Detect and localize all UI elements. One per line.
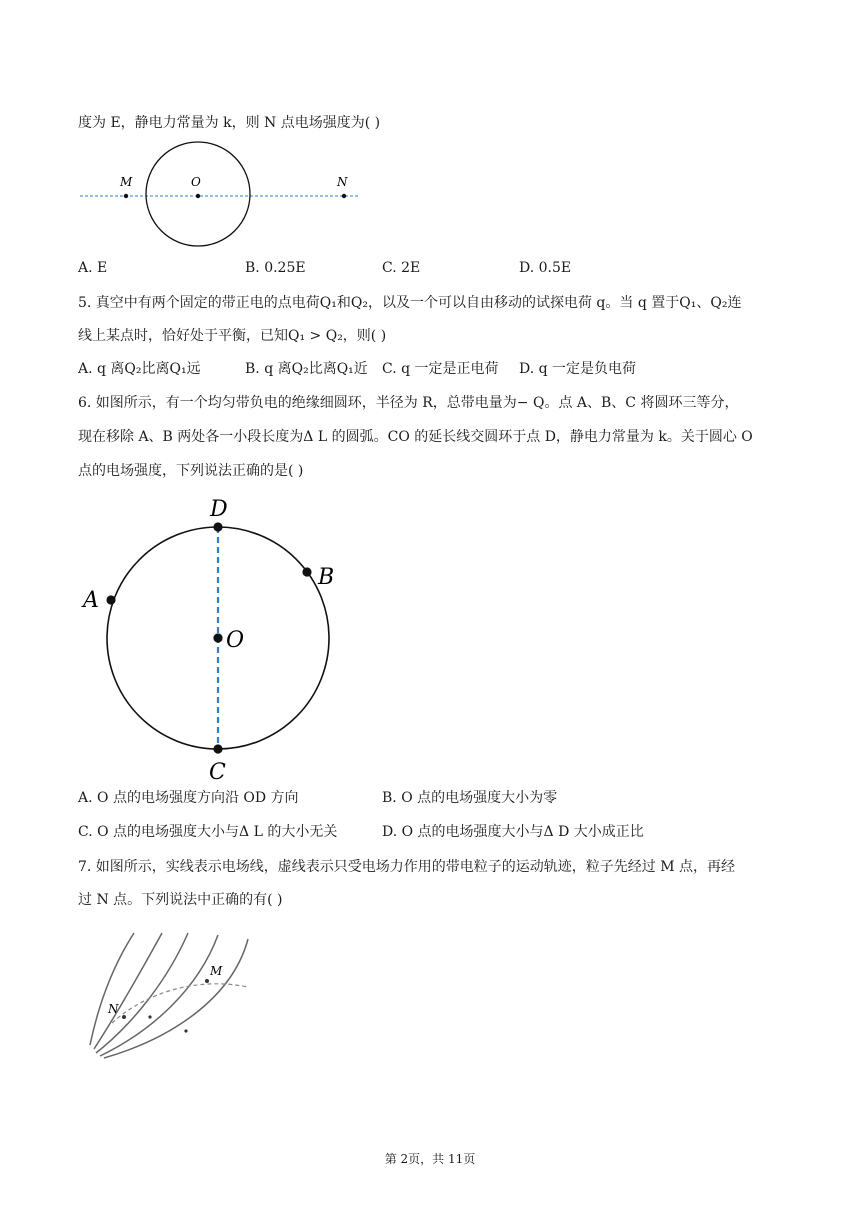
q6-stem-line3: 点的电场强度，下列说法正确的是( ) [78, 463, 304, 479]
q4-label-m: M [120, 175, 133, 189]
q4-point-o [196, 194, 200, 198]
q7-point-m [205, 979, 209, 983]
q6-option-a: A. O 点的电场强度方向沿 OD 方向 [78, 790, 299, 806]
q6-point-a [106, 595, 115, 604]
q5-option-d: D. q 一定是负电荷 [519, 361, 637, 377]
q7-dot-1 [148, 1015, 151, 1018]
q6-label-c: C [209, 760, 226, 780]
q6-option-c: C. O 点的电场强度大小与Δ L 的大小无关 [78, 824, 338, 840]
q7-trajectory [112, 984, 248, 1023]
q4-label-n: N [337, 175, 348, 189]
q6-figure [78, 490, 358, 780]
q6-option-b: B. O 点的电场强度大小为零 [382, 790, 558, 806]
page-footer: 第 2页，共 11页 [384, 1152, 476, 1166]
q4-option-b: B. 0.25E [245, 260, 306, 276]
q6-label-d: D [210, 497, 228, 522]
q6-stem-line2: 现在移除 A、B 两处各一小段长度为Δ L 的圆弧。CO 的延长线交圆环于点 D，静电力常量为 k。关于圆心 O [78, 429, 753, 445]
q5-stem-line1: 5. 真空中有两个固定的带正电的点电荷Q₁和Q₂，以及一个可以自由移动的试探电荷 q。当 q 置于Q₁、Q₂连 [78, 295, 742, 311]
q7-figure [78, 925, 258, 1060]
q6-label-a: A [83, 588, 99, 613]
q4-label-o: O [191, 175, 201, 189]
q6-point-b [302, 567, 311, 576]
q5-option-b: B. q 离Q₂比离Q₁近 [245, 361, 368, 377]
q4-point-n [342, 194, 346, 198]
q6-point-o [213, 633, 222, 642]
q6-point-c [213, 744, 222, 753]
q4-point-m [124, 194, 128, 198]
q7-label-m: M [210, 964, 223, 978]
q7-point-n [122, 1015, 126, 1019]
q6-point-d [213, 522, 222, 531]
q6-stem-line1: 6. 如图所示，有一个均匀带负电的绝缘细圆环，半径为 R，总带电量为− Q。点 A、B、C 将圆环三等分， [78, 395, 739, 411]
q6-option-d: D. O 点的电场强度大小与Δ D 大小成正比 [382, 824, 644, 840]
q4-option-d: D. 0.5E [519, 260, 572, 276]
q7-field-line-2 [94, 933, 162, 1049]
q4-stem-end: 度为 E，静电力常量为 k，则 N 点电场强度为( ) [78, 115, 381, 131]
q5-option-c: C. q 一定是正电荷 [382, 361, 499, 377]
q7-stem-line2: 过 N 点。下列说法中正确的有( ) [78, 892, 283, 908]
q4-figure [78, 140, 368, 252]
q7-stem-line1: 7. 如图所示，实线表示电场线，虚线表示只受电场力作用的带电粒子的运动轨迹，粒子先经过 M 点，再经 [78, 859, 736, 875]
q7-field-line-1 [90, 933, 134, 1045]
q7-field-line-4 [100, 935, 218, 1056]
q7-field-line-3 [96, 933, 188, 1053]
q5-stem-line2: 线上某点时，恰好处于平衡，已知Q₁ > Q₂，则( ) [78, 328, 387, 344]
q4-option-c: C. 2E [382, 260, 421, 276]
q7-label-n: N [108, 1002, 119, 1016]
q4-option-a: A. E [78, 260, 108, 276]
q6-label-b: B [318, 565, 335, 590]
q5-option-a: A. q 离Q₂比离Q₁远 [78, 361, 201, 377]
q7-dot-2 [184, 1029, 187, 1032]
q6-label-o: O [226, 628, 245, 653]
